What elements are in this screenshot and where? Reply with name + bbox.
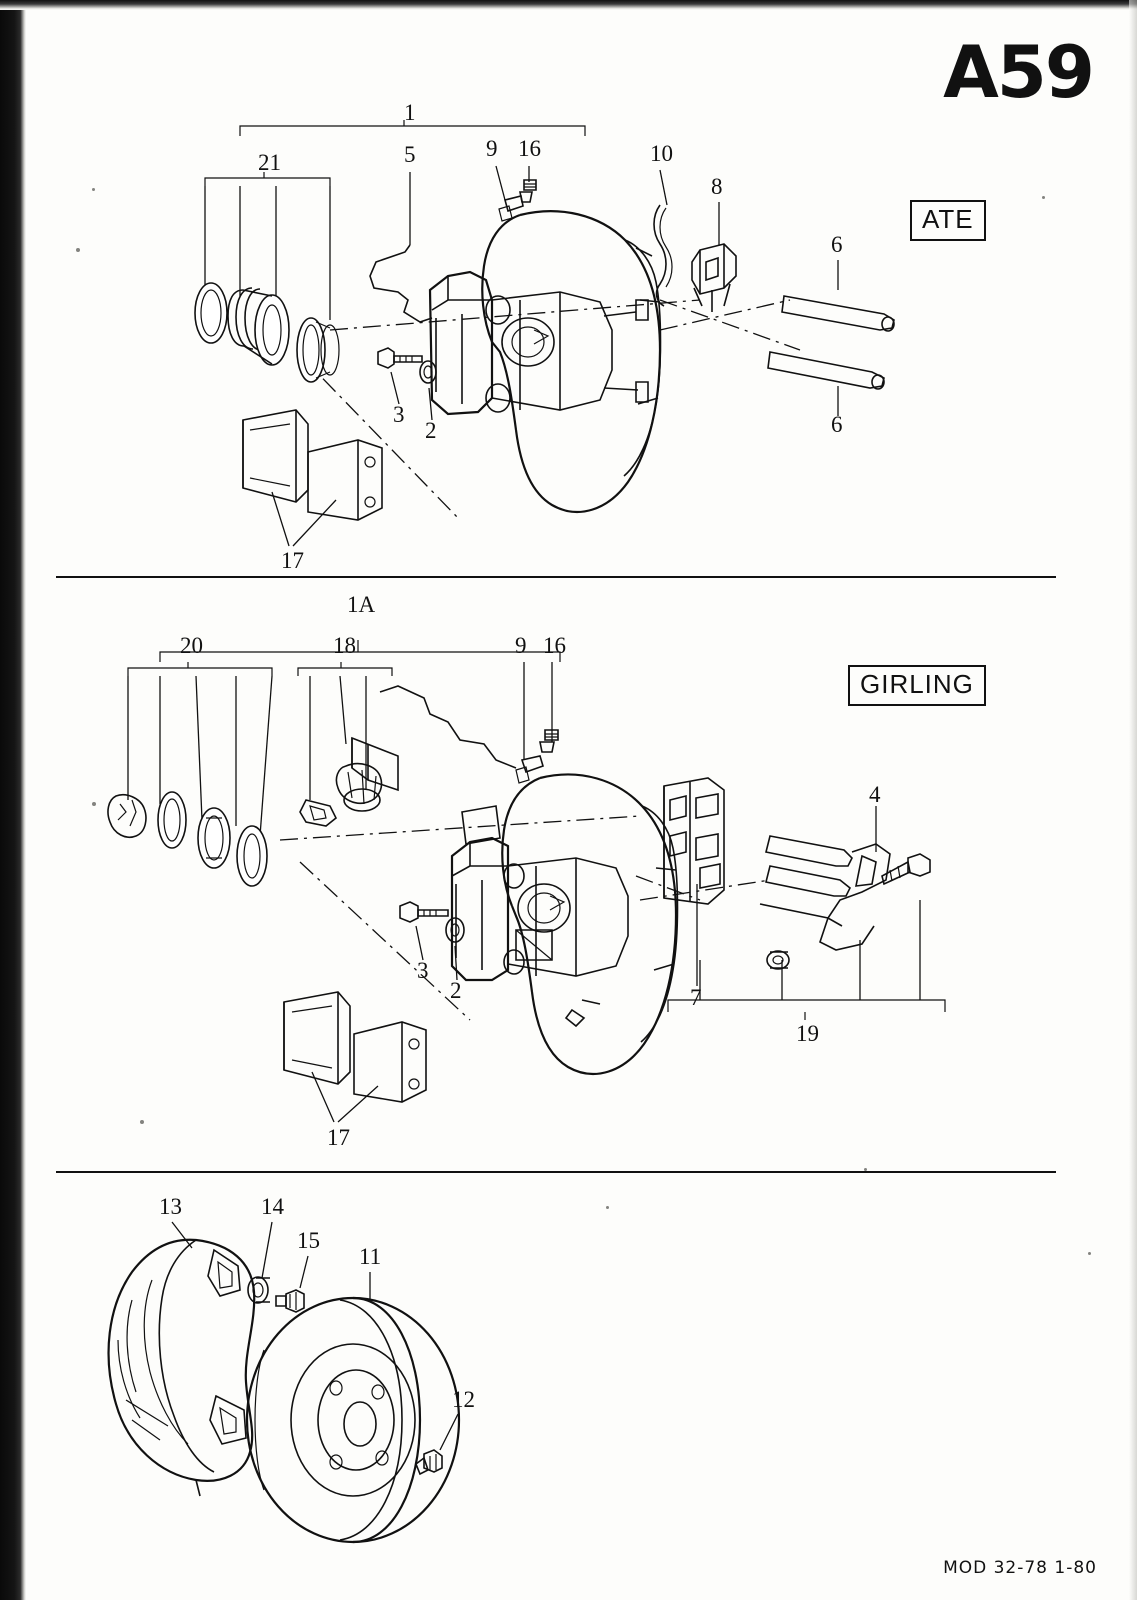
callout-16-girling: 16 — [543, 633, 566, 658]
callout-9-girling: 9 — [515, 633, 527, 658]
callout-17-ate: 17 — [281, 548, 304, 573]
page-code: A59 — [943, 30, 1093, 114]
callout-16-ate: 16 — [518, 136, 541, 161]
callout-14: 14 — [261, 1194, 284, 1219]
callout-3-girling: 3 — [417, 958, 429, 983]
callout-13: 13 — [159, 1194, 182, 1219]
callout-1a: 1A — [347, 592, 376, 617]
callout-1: 1 — [404, 100, 416, 125]
callout-3-ate: 3 — [393, 402, 405, 427]
callout-20: 20 — [180, 633, 203, 658]
callout-19: 19 — [796, 1021, 819, 1046]
callout-10: 10 — [650, 141, 673, 166]
scan-speck — [864, 1168, 867, 1171]
callout-7: 7 — [690, 985, 702, 1010]
badge-ate: ATE — [910, 200, 986, 241]
callout-2-girling: 2 — [450, 978, 462, 1003]
callout-2-ate: 2 — [425, 418, 437, 443]
scan-speck — [92, 802, 96, 806]
scan-speck — [76, 248, 80, 252]
callout-5: 5 — [404, 142, 416, 167]
scan-speck — [140, 1120, 144, 1124]
callout-18: 18 — [333, 633, 356, 658]
callout-6-lower: 6 — [831, 412, 843, 437]
callout-21: 21 — [258, 150, 281, 175]
scan-speck — [1088, 1252, 1091, 1255]
callout-8: 8 — [711, 174, 723, 199]
callout-4: 4 — [869, 782, 881, 807]
page-footer: MOD 32-78 1-80 — [943, 1558, 1097, 1578]
scan-speck — [92, 188, 95, 191]
scan-speck — [606, 1206, 609, 1209]
callout-11: 11 — [359, 1244, 382, 1269]
callout-9-ate: 9 — [486, 136, 498, 161]
callout-17-girling: 17 — [327, 1125, 350, 1150]
badge-girling: GIRLING — [848, 665, 986, 706]
scan-speck — [1042, 196, 1045, 199]
callout-12: 12 — [452, 1387, 475, 1412]
callout-15: 15 — [297, 1228, 320, 1253]
callout-6-upper: 6 — [831, 232, 843, 257]
